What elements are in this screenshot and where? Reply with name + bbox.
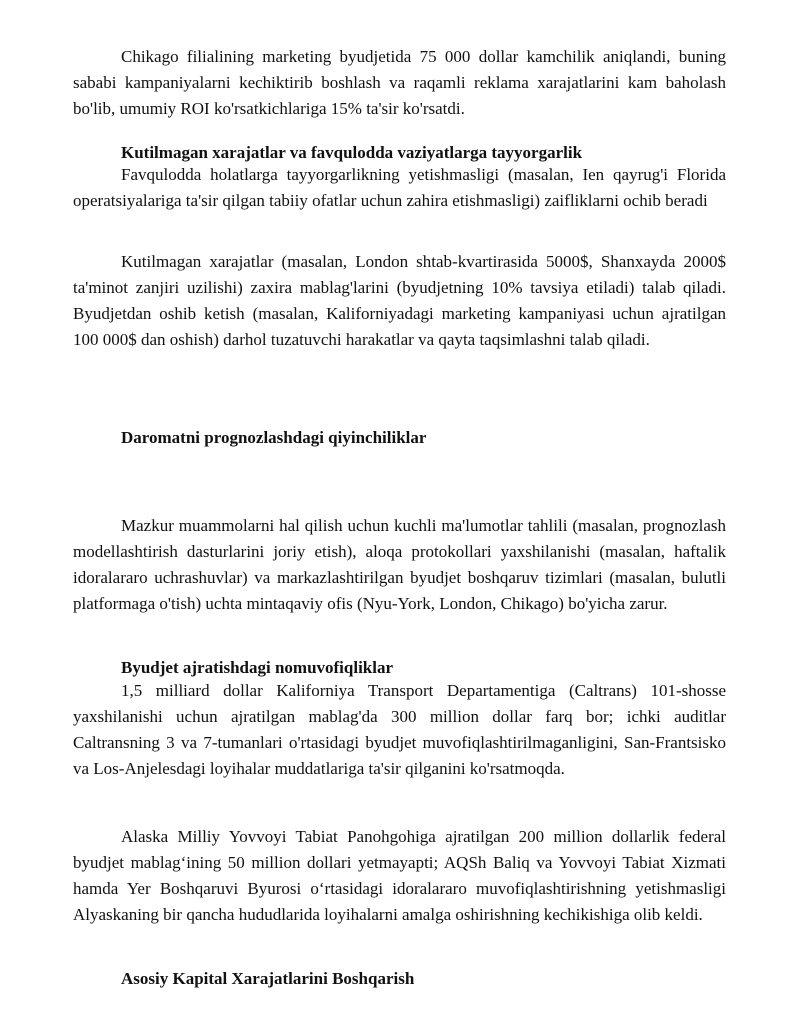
heading-unexpected-expenses: Kutilmagan xarajatlar va favqulodda vaziyatlarga tayyorgarlik: [121, 143, 583, 162]
paragraph-alaska-refuge: Alaska Milliy Yovvoyi Tabiat Panohgohiga ajratilgan 200 million dollarlik federal byudjet mablag‘ining 50 million dollari yetmayapti; AQSh Baliq va Yovvoyi Tabiat Xizmati hamda Yer Boshqaruvi Byurosi o‘rtasidagi idoralararo muvofiqlashtirishning yetishmasligi Alyaskaning bir qancha hududlarida loyihalarni amalga oshirishning kechikishiga olib keldi.: [73, 827, 726, 924]
paragraph-emergency-preparedness: Favqulodda holatlarga tayyorgarlikning yetishmasligi (masalan, Ien qayrug'i Florida operatsiyalariga ta'sir qilgan tabiiy ofatlar uchun zahira etishmasligi) zaifliklarni ochib beradi: [73, 165, 726, 210]
heading-revenue-forecasting: Daromatni prognozlashdagi qiyinchiliklar: [121, 428, 427, 447]
paragraph-solutions: Mazkur muammolarni hal qilish uchun kuchli ma'lumotlar tahlili (masalan, prognozlash modellashtirish dasturlarini joriy etish), aloqa protokollari yaxshilanishi (masalan, haftalik idoralararo uchrashuvlar) va markazlashtirilgan byudjet boshqaruv tizimlari (masalan, bulutli platformaga o'tish) uchta mintaqaviy ofis (Nyu-York, London, Chikago) bo'yicha zarur.: [73, 516, 726, 613]
heading-capital-expenditure: Asosiy Kapital Xarajatlarini Boshqarish: [121, 969, 415, 988]
heading-budget-allocation: Byudjet ajratishdagi nomuvofiqliklar: [121, 658, 394, 677]
paragraph-contingency-costs: Kutilmagan xarajatlar (masalan, London shtab-kvartirasida 5000$, Shanxayda 2000$ ta'minot zanjiri uzilishi) zaxira mablag'larini (byudjetning 10% tavsiya etiladi) talab qiladi. Byudjetdan oshib ketish (masalan, Kaliforniyadagi marketing kampaniyasi uchun ajratilgan 100 000$ dan oshish) darhol tuzatuvchi harakatlar va qayta taqsimlashni talab qiladi.: [73, 252, 726, 349]
paragraph-caltrans: 1,5 milliard dollar Kaliforniya Transport Departamentiga (Caltrans) 101-shosse yaxshilanishi uchun ajratilgan mablag'da 300 million dollar farq bor; ichki auditlar Caltransning 3 va 7-tumanlari o'rtasidagi byudjet muvofiqlashtirilmaganligini, San-Frantsisko va Los-Anjelesdagi loyihalar muddatlariga ta'sir qilganini ko'rsatmoqda.: [73, 681, 726, 778]
paragraph-chicago-marketing: Chikago filialining marketing byudjetida 75 000 dollar kamchilik aniqlandi, buning sababi kampaniyalarni kechiktirib boshlash va raqamli reklama xarajatlarini kam baholash bo'lib, umumiy ROI ko'rsatkichlariga 15% ta'sir ko'rsatdi.: [73, 47, 726, 118]
